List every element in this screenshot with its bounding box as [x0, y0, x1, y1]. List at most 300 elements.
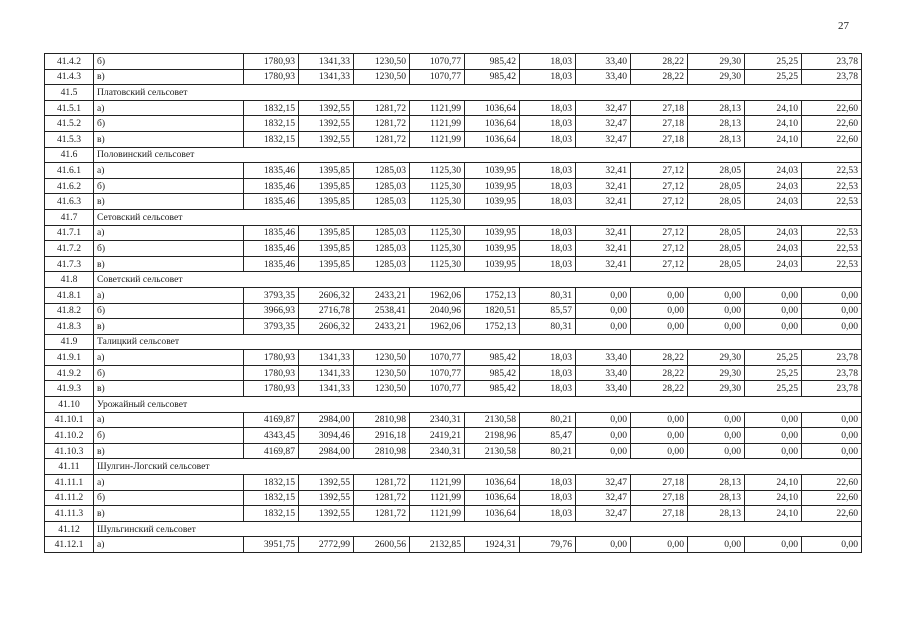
value-cell: 1832,15 — [244, 100, 299, 116]
value-cell: 0,00 — [631, 537, 688, 553]
value-cell: 32,47 — [576, 475, 631, 491]
value-cell: 32,41 — [576, 256, 631, 272]
value-cell: 1832,15 — [244, 490, 299, 506]
row-subitem: в) — [94, 319, 244, 335]
group-filler — [244, 334, 862, 350]
row-code: 41.4.3 — [45, 69, 94, 85]
value-cell: 1070,77 — [410, 54, 465, 70]
row-code: 41.7.2 — [45, 241, 94, 257]
value-cell: 1341,33 — [299, 381, 354, 397]
table-row — [45, 54, 862, 70]
value-cell: 18,03 — [520, 163, 576, 179]
value-cell: 0,00 — [745, 303, 802, 319]
row-subitem: а) — [94, 225, 244, 241]
value-cell: 0,00 — [576, 428, 631, 444]
value-cell: 0,00 — [802, 319, 862, 335]
value-cell: 28,22 — [631, 381, 688, 397]
value-cell: 28,13 — [688, 506, 745, 522]
value-cell: 25,25 — [745, 350, 802, 366]
value-cell: 0,00 — [688, 319, 745, 335]
page-number: 27 — [838, 20, 849, 32]
value-cell: 24,10 — [745, 131, 802, 147]
value-cell: 2916,18 — [354, 428, 410, 444]
value-cell: 24,10 — [745, 100, 802, 116]
value-cell: 28,05 — [688, 178, 745, 194]
value-cell: 1036,64 — [465, 506, 520, 522]
value-cell: 18,03 — [520, 69, 576, 85]
value-cell: 1832,15 — [244, 116, 299, 132]
value-cell: 1281,72 — [354, 490, 410, 506]
row-subitem: в) — [94, 69, 244, 85]
row-code: 41.8.2 — [45, 303, 94, 319]
value-cell: 1125,30 — [410, 178, 465, 194]
value-cell: 2433,21 — [354, 287, 410, 303]
value-cell: 0,00 — [688, 428, 745, 444]
table-row — [45, 537, 862, 553]
value-cell: 23,78 — [802, 365, 862, 381]
value-cell: 32,47 — [576, 490, 631, 506]
group-row — [45, 147, 862, 163]
value-cell: 1070,77 — [410, 350, 465, 366]
value-cell: 1070,77 — [410, 69, 465, 85]
value-cell: 0,00 — [802, 428, 862, 444]
row-subitem: а) — [94, 287, 244, 303]
value-cell: 2538,41 — [354, 303, 410, 319]
value-cell: 1835,46 — [244, 194, 299, 210]
value-cell: 32,47 — [576, 131, 631, 147]
value-cell: 1036,64 — [465, 475, 520, 491]
value-cell: 27,18 — [631, 490, 688, 506]
table-row — [45, 178, 862, 194]
value-cell: 27,18 — [631, 116, 688, 132]
value-cell: 2130,58 — [465, 443, 520, 459]
value-cell: 1039,95 — [465, 241, 520, 257]
value-cell: 22,53 — [802, 256, 862, 272]
value-cell: 18,03 — [520, 350, 576, 366]
row-code: 41.7.1 — [45, 225, 94, 241]
group-row — [45, 85, 862, 101]
row-subitem: а) — [94, 350, 244, 366]
value-cell: 22,60 — [802, 116, 862, 132]
value-cell: 27,12 — [631, 256, 688, 272]
value-cell: 0,00 — [576, 443, 631, 459]
value-cell: 1285,03 — [354, 163, 410, 179]
value-cell: 24,03 — [745, 225, 802, 241]
value-cell: 0,00 — [576, 303, 631, 319]
value-cell: 28,05 — [688, 163, 745, 179]
value-cell: 22,53 — [802, 241, 862, 257]
value-cell: 18,03 — [520, 194, 576, 210]
value-cell: 985,42 — [465, 54, 520, 70]
row-subitem: б) — [94, 116, 244, 132]
row-code: 41.9.3 — [45, 381, 94, 397]
value-cell: 23,78 — [802, 381, 862, 397]
value-cell: 0,00 — [688, 287, 745, 303]
value-cell: 22,53 — [802, 194, 862, 210]
value-cell: 2984,00 — [299, 412, 354, 428]
value-cell: 4343,45 — [244, 428, 299, 444]
value-cell: 25,25 — [745, 365, 802, 381]
table-row — [45, 287, 862, 303]
value-cell: 1036,64 — [465, 490, 520, 506]
row-subitem: б) — [94, 428, 244, 444]
value-cell: 18,03 — [520, 131, 576, 147]
value-cell: 27,12 — [631, 241, 688, 257]
table-row — [45, 428, 862, 444]
value-cell: 29,30 — [688, 381, 745, 397]
value-cell: 3094,46 — [299, 428, 354, 444]
row-subitem: б) — [94, 303, 244, 319]
value-cell: 25,25 — [745, 54, 802, 70]
value-cell: 2984,00 — [299, 443, 354, 459]
row-code: 41.11.2 — [45, 490, 94, 506]
value-cell: 25,25 — [745, 381, 802, 397]
table-row — [45, 319, 862, 335]
value-cell: 85,57 — [520, 303, 576, 319]
value-cell: 0,00 — [745, 443, 802, 459]
value-cell: 1832,15 — [244, 475, 299, 491]
value-cell: 0,00 — [631, 443, 688, 459]
value-cell: 85,47 — [520, 428, 576, 444]
value-cell: 2130,58 — [465, 412, 520, 428]
table-row — [45, 194, 862, 210]
value-cell: 28,13 — [688, 131, 745, 147]
value-cell: 0,00 — [576, 319, 631, 335]
value-cell: 80,31 — [520, 319, 576, 335]
value-cell: 1036,64 — [465, 116, 520, 132]
value-cell: 1285,03 — [354, 194, 410, 210]
value-cell: 18,03 — [520, 54, 576, 70]
group-name: Сетовский сельсовет — [94, 209, 244, 225]
value-cell: 28,05 — [688, 194, 745, 210]
value-cell: 25,25 — [745, 69, 802, 85]
row-code: 41.9 — [45, 334, 94, 350]
row-code: 41.5.1 — [45, 100, 94, 116]
value-cell: 27,18 — [631, 100, 688, 116]
value-cell: 1121,99 — [410, 131, 465, 147]
value-cell: 28,13 — [688, 490, 745, 506]
value-cell: 1230,50 — [354, 54, 410, 70]
value-cell: 1835,46 — [244, 163, 299, 179]
row-subitem: в) — [94, 194, 244, 210]
value-cell: 1125,30 — [410, 225, 465, 241]
value-cell: 23,78 — [802, 69, 862, 85]
group-filler — [244, 521, 862, 537]
value-cell: 18,03 — [520, 116, 576, 132]
value-cell: 1780,93 — [244, 365, 299, 381]
row-code: 41.10.1 — [45, 412, 94, 428]
value-cell: 1395,85 — [299, 241, 354, 257]
value-cell: 24,03 — [745, 163, 802, 179]
row-code: 41.9.2 — [45, 365, 94, 381]
group-name: Урожайный сельсовет — [94, 397, 244, 413]
row-code: 41.8.3 — [45, 319, 94, 335]
value-cell: 1230,50 — [354, 350, 410, 366]
value-cell: 33,40 — [576, 381, 631, 397]
value-cell: 2600,56 — [354, 537, 410, 553]
value-cell: 1281,72 — [354, 475, 410, 491]
group-row — [45, 459, 862, 475]
value-cell: 27,18 — [631, 506, 688, 522]
value-cell: 1341,33 — [299, 54, 354, 70]
table-body — [45, 54, 862, 553]
value-cell: 24,10 — [745, 506, 802, 522]
tariff-table — [44, 53, 862, 553]
value-cell: 22,53 — [802, 178, 862, 194]
value-cell: 985,42 — [465, 69, 520, 85]
value-cell: 1281,72 — [354, 506, 410, 522]
value-cell: 1341,33 — [299, 365, 354, 381]
value-cell: 1121,99 — [410, 490, 465, 506]
value-cell: 32,47 — [576, 100, 631, 116]
row-code: 41.8.1 — [45, 287, 94, 303]
value-cell: 80,31 — [520, 287, 576, 303]
value-cell: 1036,64 — [465, 100, 520, 116]
row-subitem: а) — [94, 100, 244, 116]
value-cell: 18,03 — [520, 241, 576, 257]
row-code: 41.7 — [45, 209, 94, 225]
value-cell: 0,00 — [631, 319, 688, 335]
value-cell: 27,12 — [631, 225, 688, 241]
row-code: 41.7.3 — [45, 256, 94, 272]
row-subitem: в) — [94, 443, 244, 459]
value-cell: 1070,77 — [410, 381, 465, 397]
group-filler — [244, 397, 862, 413]
value-cell: 33,40 — [576, 350, 631, 366]
group-name: Шулгин-Логский сельсовет — [94, 459, 244, 475]
row-code: 41.10.3 — [45, 443, 94, 459]
value-cell: 28,05 — [688, 241, 745, 257]
value-cell: 29,30 — [688, 69, 745, 85]
value-cell: 1039,95 — [465, 256, 520, 272]
table-row — [45, 256, 862, 272]
value-cell: 27,18 — [631, 475, 688, 491]
value-cell: 985,42 — [465, 381, 520, 397]
row-subitem: а) — [94, 412, 244, 428]
value-cell: 27,12 — [631, 178, 688, 194]
row-subitem: б) — [94, 365, 244, 381]
value-cell: 1924,31 — [465, 537, 520, 553]
value-cell: 1835,46 — [244, 178, 299, 194]
table-row — [45, 350, 862, 366]
value-cell: 33,40 — [576, 54, 631, 70]
value-cell: 18,03 — [520, 490, 576, 506]
value-cell: 28,22 — [631, 54, 688, 70]
row-code: 41.4.2 — [45, 54, 94, 70]
value-cell: 29,30 — [688, 365, 745, 381]
value-cell: 0,00 — [631, 287, 688, 303]
value-cell: 24,03 — [745, 241, 802, 257]
value-cell: 33,40 — [576, 69, 631, 85]
group-filler — [244, 459, 862, 475]
value-cell: 1392,55 — [299, 475, 354, 491]
row-subitem: а) — [94, 163, 244, 179]
value-cell: 1392,55 — [299, 131, 354, 147]
row-code: 41.5.3 — [45, 131, 94, 147]
row-code: 41.6.3 — [45, 194, 94, 210]
value-cell: 27,18 — [631, 131, 688, 147]
row-subitem: а) — [94, 537, 244, 553]
group-row — [45, 334, 862, 350]
value-cell: 1780,93 — [244, 69, 299, 85]
value-cell: 1070,77 — [410, 365, 465, 381]
group-name: Платовский сельсовет — [94, 85, 244, 101]
value-cell: 24,10 — [745, 116, 802, 132]
value-cell: 28,13 — [688, 116, 745, 132]
value-cell: 23,78 — [802, 350, 862, 366]
value-cell: 33,40 — [576, 365, 631, 381]
row-code: 41.11 — [45, 459, 94, 475]
value-cell: 1039,95 — [465, 225, 520, 241]
value-cell: 1285,03 — [354, 256, 410, 272]
value-cell: 22,60 — [802, 131, 862, 147]
value-cell: 3951,75 — [244, 537, 299, 553]
table-row — [45, 412, 862, 428]
value-cell: 80,21 — [520, 443, 576, 459]
row-subitem: б) — [94, 241, 244, 257]
value-cell: 985,42 — [465, 350, 520, 366]
value-cell: 2433,21 — [354, 319, 410, 335]
table-row — [45, 490, 862, 506]
group-filler — [244, 272, 862, 288]
value-cell: 18,03 — [520, 225, 576, 241]
value-cell: 18,03 — [520, 381, 576, 397]
row-subitem: б) — [94, 490, 244, 506]
value-cell: 0,00 — [688, 303, 745, 319]
value-cell: 1039,95 — [465, 178, 520, 194]
group-row — [45, 272, 862, 288]
value-cell: 2040,96 — [410, 303, 465, 319]
value-cell: 1285,03 — [354, 225, 410, 241]
table-row — [45, 381, 862, 397]
value-cell: 1780,93 — [244, 350, 299, 366]
value-cell: 28,22 — [631, 365, 688, 381]
value-cell: 1036,64 — [465, 131, 520, 147]
value-cell: 1392,55 — [299, 506, 354, 522]
value-cell: 22,60 — [802, 506, 862, 522]
value-cell: 1230,50 — [354, 381, 410, 397]
row-code: 41.5 — [45, 85, 94, 101]
value-cell: 985,42 — [465, 365, 520, 381]
row-subitem: б) — [94, 54, 244, 70]
row-subitem: в) — [94, 381, 244, 397]
table-row — [45, 116, 862, 132]
value-cell: 2810,98 — [354, 443, 410, 459]
value-cell: 1780,93 — [244, 381, 299, 397]
value-cell: 0,00 — [688, 412, 745, 428]
table-row — [45, 131, 862, 147]
group-row — [45, 397, 862, 413]
value-cell: 1392,55 — [299, 116, 354, 132]
row-subitem: б) — [94, 178, 244, 194]
value-cell: 28,05 — [688, 225, 745, 241]
value-cell: 1281,72 — [354, 131, 410, 147]
value-cell: 24,10 — [745, 490, 802, 506]
value-cell: 2772,99 — [299, 537, 354, 553]
value-cell: 0,00 — [576, 287, 631, 303]
value-cell: 1125,30 — [410, 163, 465, 179]
table-row — [45, 443, 862, 459]
table-row — [45, 506, 862, 522]
value-cell: 1281,72 — [354, 116, 410, 132]
value-cell: 0,00 — [631, 412, 688, 428]
row-subitem: а) — [94, 475, 244, 491]
value-cell: 4169,87 — [244, 443, 299, 459]
value-cell: 0,00 — [802, 443, 862, 459]
value-cell: 1752,13 — [465, 287, 520, 303]
value-cell: 22,60 — [802, 100, 862, 116]
group-name: Шульгинский сельсовет — [94, 521, 244, 537]
value-cell: 1392,55 — [299, 100, 354, 116]
value-cell: 24,03 — [745, 178, 802, 194]
value-cell: 3793,35 — [244, 319, 299, 335]
value-cell: 1835,46 — [244, 225, 299, 241]
value-cell: 29,30 — [688, 54, 745, 70]
value-cell: 1125,30 — [410, 241, 465, 257]
row-code: 41.12 — [45, 521, 94, 537]
group-name: Талицкий сельсовет — [94, 334, 244, 350]
value-cell: 1341,33 — [299, 350, 354, 366]
value-cell: 1395,85 — [299, 194, 354, 210]
value-cell: 0,00 — [745, 412, 802, 428]
value-cell: 4169,87 — [244, 412, 299, 428]
value-cell: 0,00 — [745, 537, 802, 553]
value-cell: 2340,31 — [410, 412, 465, 428]
value-cell: 2606,32 — [299, 319, 354, 335]
value-cell: 32,41 — [576, 163, 631, 179]
value-cell: 1835,46 — [244, 256, 299, 272]
row-subitem: в) — [94, 131, 244, 147]
value-cell: 0,00 — [745, 319, 802, 335]
value-cell: 0,00 — [631, 303, 688, 319]
table-row — [45, 100, 862, 116]
value-cell: 22,60 — [802, 475, 862, 491]
value-cell: 18,03 — [520, 178, 576, 194]
value-cell: 1125,30 — [410, 256, 465, 272]
value-cell: 1285,03 — [354, 241, 410, 257]
value-cell: 1341,33 — [299, 69, 354, 85]
value-cell: 24,03 — [745, 194, 802, 210]
row-code: 41.6.2 — [45, 178, 94, 194]
row-code: 41.11.1 — [45, 475, 94, 491]
table-row — [45, 225, 862, 241]
value-cell: 79,76 — [520, 537, 576, 553]
row-subitem: в) — [94, 506, 244, 522]
value-cell: 1962,06 — [410, 287, 465, 303]
value-cell: 0,00 — [576, 412, 631, 428]
value-cell: 28,22 — [631, 350, 688, 366]
row-code: 41.6 — [45, 147, 94, 163]
value-cell: 0,00 — [745, 287, 802, 303]
value-cell: 2419,21 — [410, 428, 465, 444]
group-row — [45, 209, 862, 225]
value-cell: 28,13 — [688, 475, 745, 491]
value-cell: 18,03 — [520, 365, 576, 381]
value-cell: 32,41 — [576, 178, 631, 194]
table-row — [45, 241, 862, 257]
value-cell: 28,05 — [688, 256, 745, 272]
row-subitem: в) — [94, 256, 244, 272]
value-cell: 1962,06 — [410, 319, 465, 335]
group-filler — [244, 209, 862, 225]
value-cell: 2606,32 — [299, 287, 354, 303]
row-code: 41.12.1 — [45, 537, 94, 553]
value-cell: 1780,93 — [244, 54, 299, 70]
value-cell: 22,60 — [802, 490, 862, 506]
value-cell: 32,41 — [576, 241, 631, 257]
value-cell: 24,10 — [745, 475, 802, 491]
value-cell: 1230,50 — [354, 69, 410, 85]
